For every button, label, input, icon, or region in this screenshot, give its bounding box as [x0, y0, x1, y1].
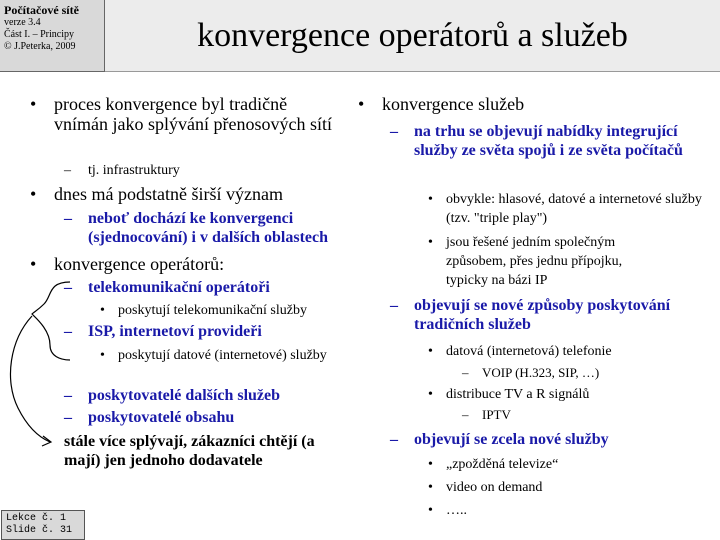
- item-telco-operators: telekomunikační operátoři: [88, 279, 270, 296]
- bullet-service-convergence: konvergence služeb: [382, 94, 525, 114]
- version-label: verze 3.4: [4, 17, 41, 28]
- bullet-dot: •: [30, 254, 37, 274]
- sub-tv-radio: distribuce TV a R signálů: [446, 387, 590, 402]
- item-new-ways: objevují se nové způsoby poskytování tradičních služeb: [414, 297, 671, 333]
- dash-marker: –: [390, 431, 398, 448]
- item-new-services: objevují se zcela nové služby: [414, 431, 609, 448]
- part-label: Část I. – Principy: [4, 29, 74, 40]
- course-name: Počítačové sítě: [4, 3, 79, 17]
- dash-marker: –: [462, 365, 469, 380]
- bullet-wider-meaning: dnes má podstatně širší význam: [54, 184, 283, 204]
- dash-marker: –: [64, 409, 72, 426]
- sub-infrastructure: tj. infrastruktury: [88, 163, 180, 178]
- sub-triple-play: obvykle: hlasové, datové a internetové služby (tzv. "triple play"): [446, 192, 702, 226]
- bullet-convergence-process: proces konvergence byl tradičně vnímán jako splývání přenosových sítí: [54, 94, 332, 134]
- dash-marker: –: [64, 279, 72, 296]
- lesson-number: Lekce č. 1: [6, 513, 67, 524]
- bullet-dot: •: [428, 457, 433, 472]
- bullet-operator-convergence: konvergence operátorů:: [54, 254, 225, 274]
- conclusion-text: stále více splývají, zákazníci chtějí (a mají) jen jednoho dodavatele: [64, 433, 315, 469]
- dash-marker: –: [64, 163, 71, 178]
- bullet-dot: •: [100, 348, 105, 363]
- copyright-label: © J.Peterka, 2009: [4, 41, 76, 52]
- bullet-dot: •: [358, 94, 365, 114]
- bullet-dot: •: [100, 303, 105, 318]
- sub-telco-services: poskytují telekomunikační služby: [118, 303, 307, 318]
- dash-marker: –: [462, 407, 469, 422]
- bullet-dot: •: [30, 184, 37, 204]
- item-other-providers: poskytovatelé dalších služeb: [88, 387, 281, 404]
- dash-marker: –: [64, 387, 72, 404]
- sub-iptv: IPTV: [482, 407, 511, 422]
- sub-video-on-demand: video on demand: [446, 480, 543, 495]
- item-isp: ISP, internetoví provideři: [88, 323, 262, 340]
- sub-other-areas: neboť dochází ke konvergenci (sjednocování) i v dalších oblastech: [88, 210, 329, 246]
- sub-ellipsis: …..: [446, 503, 467, 518]
- sub-data-services: poskytují datové (internetové) služby: [118, 348, 327, 363]
- bullet-dot: •: [428, 480, 433, 495]
- bullet-dot: •: [428, 192, 433, 207]
- sub-single-connection: jsou řešené jedním společným způsobem, přes jednu přípojku, typicky na bázi IP: [446, 235, 623, 288]
- slide-number: Slide č. 31: [6, 525, 73, 536]
- dash-marker: –: [390, 123, 398, 140]
- bullet-dot: •: [428, 235, 433, 250]
- bullet-dot: •: [428, 344, 433, 359]
- bullet-dot: •: [30, 94, 37, 114]
- sub-voip: VOIP (H.323, SIP, …): [482, 365, 600, 380]
- sub-internet-telephony: datová (internetová) telefonie: [446, 344, 612, 359]
- slide-title-text: konvergence operátorů a služeb: [197, 17, 628, 54]
- dash-marker: –: [64, 210, 72, 227]
- dash-marker: –: [64, 323, 72, 340]
- item-integrated-offers: na trhu se objevují nabídky integrující služby ze světa spojů i ze světa počítačů: [414, 123, 683, 159]
- dash-marker: –: [390, 297, 398, 314]
- bullet-dot: •: [428, 503, 433, 518]
- slide-number-box: [1, 510, 85, 540]
- bullet-dot: •: [428, 387, 433, 402]
- item-content-providers: poskytovatelé obsahu: [88, 409, 235, 426]
- sub-delayed-tv: „zpožděná televize“: [446, 457, 559, 472]
